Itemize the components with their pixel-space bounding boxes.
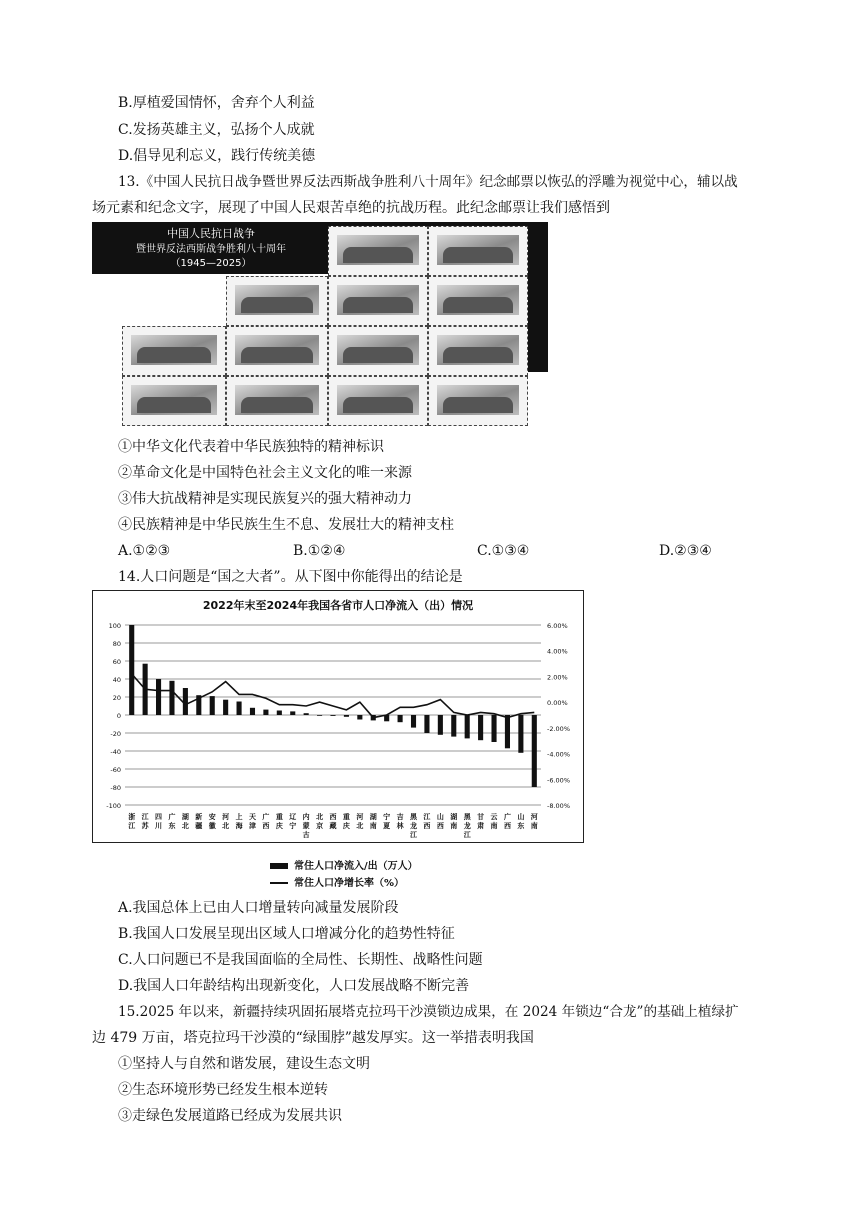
x-category-label: 山东: [517, 813, 525, 830]
q14-option-c: C.人口问题已不是我国面临的全局性、长期性、战略性问题: [118, 952, 483, 968]
legend-line-label: 常住人口净增长率（%）: [294, 878, 405, 889]
bar: [129, 625, 134, 715]
x-category-label: 浙江: [128, 813, 136, 830]
bar: [532, 715, 537, 787]
bar: [210, 696, 215, 715]
q15-statement-3: ③走绿色发展道路已经成为发展共识: [118, 1108, 342, 1124]
y-left-tick-label: 100: [108, 622, 121, 630]
y-right-tick-label: -4.00%: [547, 750, 570, 759]
x-category-label: 安徽: [208, 813, 216, 830]
bar: [518, 715, 523, 753]
q13-statement-1: ①中华文化代表着中华民族独特的精神标识: [118, 439, 384, 455]
stamp: [328, 226, 428, 276]
y-right-tick-label: 4.00%: [547, 647, 568, 656]
y-left-tick-label: 80: [112, 640, 121, 648]
bar: [156, 679, 161, 715]
q15-statement-2: ②生态环境形势已经发生根本逆转: [118, 1082, 328, 1098]
q14-stem: 14.人口问题是“国之大者”。从下图中你能得出的结论是: [118, 569, 463, 585]
stamp: [328, 326, 428, 376]
bar: [491, 715, 496, 742]
y-left-tick-label: -40: [110, 748, 121, 756]
stamp: [428, 226, 528, 276]
x-category-label: 重庆: [342, 813, 350, 830]
chart-title: 2022年末至2024年我国各省市人口净流入（出）情况: [202, 599, 474, 612]
x-category-label: 江苏: [141, 813, 149, 830]
q15-stem-line2: 边 479 万亩，塔克拉玛干沙漠的“绿围脖”越发厚实。这一举措表明我国: [92, 1030, 534, 1046]
stamp: [428, 276, 528, 326]
growth-rate-line: [132, 674, 535, 718]
x-category-label: 湖南: [450, 813, 458, 830]
y-right-tick-label: -2.00%: [547, 724, 570, 733]
stamp-title-line1: 中国人民抗日战争: [167, 227, 255, 240]
bar: [411, 715, 416, 728]
x-category-label: 辽宁: [289, 813, 297, 830]
x-category-label: 新疆: [195, 813, 203, 830]
stamp: [226, 276, 328, 326]
bar: [250, 708, 255, 715]
bar: [290, 711, 295, 715]
legend-bar-swatch: [270, 863, 288, 869]
stamp-title-line2: 暨世界反法西斯战争胜利八十周年: [136, 244, 286, 255]
bar: [357, 715, 362, 720]
q13-stem-line1: 13.《中国人民抗日战争暨世界反法西斯战争胜利八十周年》纪念邮票以恢弘的浮雕为视觉中心，辅以战: [118, 174, 738, 190]
bar: [317, 715, 322, 716]
stamp: [428, 376, 528, 426]
bar: [183, 688, 188, 715]
x-category-label: 山西: [436, 813, 444, 830]
legend-line-swatch: [270, 882, 288, 884]
bar: [438, 715, 443, 735]
x-category-label: 河南: [530, 813, 538, 830]
q13-choice-b: B.①②④: [293, 543, 346, 559]
y-right-tick-label: -6.00%: [547, 776, 570, 785]
x-category-label: 内蒙古: [302, 813, 310, 839]
stamp: [226, 376, 328, 426]
y-right-tick-label: 0.00%: [547, 699, 568, 708]
q13-statement-3: ③伟大抗战精神是实现民族复兴的强大精神动力: [118, 491, 412, 507]
x-category-label: 河北: [222, 813, 230, 830]
y-right-tick-label: -8.00%: [547, 802, 570, 810]
x-category-label: 四川: [155, 813, 163, 830]
bar: [237, 702, 242, 716]
q13-choice-d: D.②③④: [659, 543, 712, 559]
bar: [478, 715, 483, 740]
stamp: [328, 376, 428, 426]
legend-bar: [270, 857, 418, 872]
x-category-label: 甘肃: [477, 813, 485, 830]
x-category-label: 吉林: [396, 813, 404, 830]
x-category-label: 广西: [503, 813, 511, 830]
chart-svg: [93, 591, 583, 842]
y-left-tick-label: 40: [112, 676, 121, 684]
y-left-tick-label: -60: [110, 766, 121, 774]
q12-option-d: D.倡导见利忘义，践行传统美德: [118, 148, 316, 164]
x-category-label: 北京: [316, 813, 324, 830]
y-right-tick-label: 2.00%: [547, 673, 568, 682]
bar: [330, 715, 335, 716]
bar: [465, 715, 470, 738]
x-category-label: 广东: [168, 813, 176, 830]
bar: [505, 715, 510, 748]
stamp: [226, 326, 328, 376]
q14-option-a: A.我国总体上已由人口增量转向减量发展阶段: [118, 900, 399, 916]
stamp: [122, 376, 226, 426]
stamp: [328, 276, 428, 326]
y-left-tick-label: -100: [106, 802, 121, 810]
stamp-title-line3: （1945—2025）: [170, 258, 252, 269]
q15-stem-line1: 15.2025 年以来，新疆持续巩固拓展塔克拉玛干沙漠锁边成果，在 2024 年锁边“合龙”的基础上植绿扩: [118, 1004, 739, 1020]
q14-option-b: B.我国人口发展呈现出区域人口增减分化的趋势性特征: [118, 926, 455, 942]
x-category-label: 江西: [423, 813, 431, 830]
legend-bar-label: 常住人口净流入/出（万人）: [294, 861, 418, 872]
y-left-tick-label: -80: [110, 784, 121, 792]
x-category-label: 湖北: [181, 813, 189, 830]
q13-choice-c: C.①③④: [477, 543, 530, 559]
x-category-label: 黑龙江: [463, 813, 471, 839]
legend-line: [270, 874, 404, 889]
q12-option-b: B.厚植爱国情怀，舍弃个人利益: [118, 95, 315, 111]
bar: [424, 715, 429, 733]
bar: [451, 715, 456, 737]
bar: [277, 711, 282, 716]
x-category-label: 上海: [235, 813, 243, 830]
q13-statement-4: ④民族精神是中华民族生生不息、发展壮大的精神支柱: [118, 517, 454, 533]
stamp-sheet-image: [92, 222, 548, 428]
x-category-label: 湖南: [369, 813, 377, 830]
q13-stem-line2: 场元素和纪念文字，展现了中国人民艰苦卓绝的抗战历程。此纪念邮票让我们感悟到: [92, 200, 610, 216]
y-left-tick-label: 0: [116, 712, 121, 720]
x-category-label: 天津: [248, 813, 256, 830]
population-chart: [92, 590, 584, 843]
x-category-label: 广西: [262, 813, 270, 830]
x-category-label: 西藏: [329, 813, 337, 830]
y-left-tick-label: 20: [112, 694, 121, 702]
bar: [263, 710, 268, 715]
bar: [169, 681, 174, 715]
stamp: [122, 326, 226, 376]
x-category-label: 黑龙江: [410, 813, 418, 839]
stamp: [428, 326, 528, 376]
x-category-label: 云南: [490, 813, 498, 830]
q14-option-d: D.我国人口年龄结构出现新变化，人口发展战略不断完善: [118, 978, 470, 994]
x-category-label: 河北: [356, 813, 364, 830]
x-category-label: 宁夏: [383, 813, 391, 830]
bar: [304, 713, 309, 715]
bar: [398, 715, 403, 722]
y-right-tick-label: 6.00%: [547, 622, 568, 630]
x-category-label: 重庆: [275, 813, 283, 830]
q13-statement-2: ②革命文化是中国特色社会主义文化的唯一来源: [118, 465, 412, 481]
bar: [223, 700, 228, 715]
bar: [344, 715, 349, 717]
q15-statement-1: ①坚持人与自然和谐发展，建设生态文明: [118, 1056, 370, 1072]
y-left-tick-label: 60: [112, 658, 121, 666]
y-left-tick-label: -20: [110, 730, 121, 738]
q12-option-c: C.发扬英雄主义，弘扬个人成就: [118, 122, 315, 138]
q13-choice-a: A.①②③: [118, 543, 171, 559]
